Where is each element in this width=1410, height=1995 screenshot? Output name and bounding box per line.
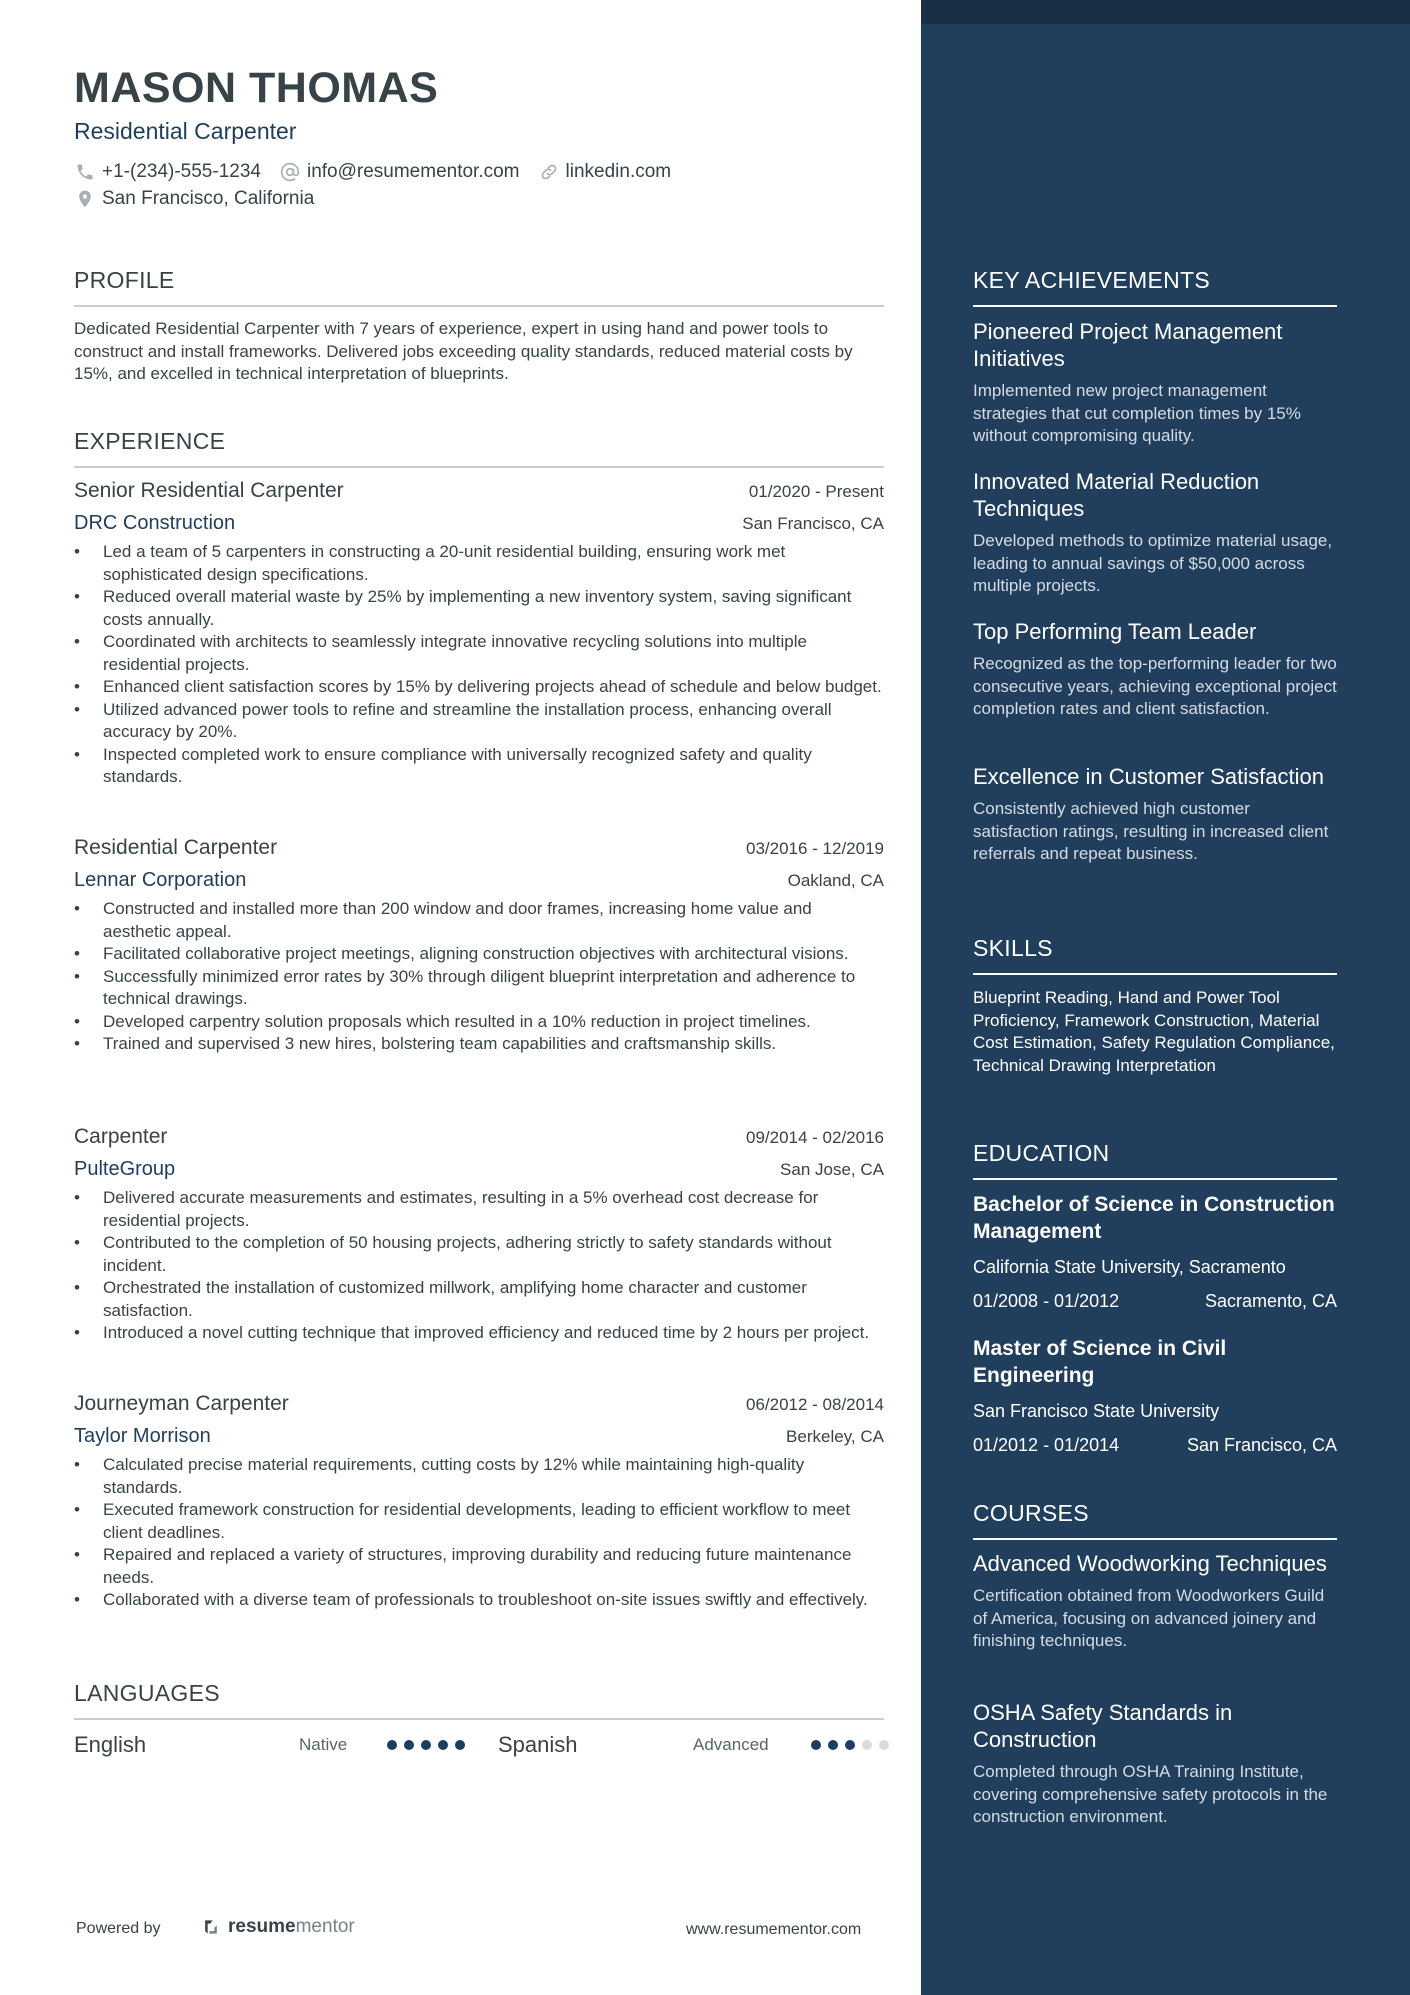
education-school: California State University, Sacramento <box>973 1257 1286 1277</box>
footer-url[interactable]: www.resumementor.com <box>686 1921 862 1938</box>
proficiency-dot-filled <box>404 1740 414 1750</box>
education-school: San Francisco State University <box>973 1401 1220 1421</box>
achievement-title: Top Performing Team Leader <box>973 619 1257 644</box>
education-heading: EDUCATION <box>973 1140 1110 1166</box>
achievement-title: Innovated Material Reduction Techniques <box>973 469 1260 521</box>
job-entry <box>74 1392 884 1612</box>
candidate-name: MASON THOMAS <box>74 64 439 112</box>
profile-divider <box>74 305 884 307</box>
job-company: Lennar Corporation <box>74 869 247 891</box>
proficiency-dot-filled <box>387 1740 397 1750</box>
education-school-line <box>973 1257 1337 1278</box>
courses-heading: COURSES <box>973 1500 1089 1526</box>
job-title: Senior Residential Carpenter <box>74 479 344 502</box>
footer-powered-by: Powered by <box>76 1920 161 1937</box>
education-divider <box>973 1178 1337 1180</box>
achievement-title: Pioneered Project Management Initiatives <box>973 319 1283 371</box>
education-dates: 01/2008 - 01/2012 <box>973 1291 1120 1311</box>
education-degree: Master of Science in Civil Engineering <box>973 1337 1227 1387</box>
phone-icon <box>74 161 96 183</box>
job-bullet: • Developed carpentry solution proposals which resulted in a 10% reduction in project timelines. <box>74 1011 884 1034</box>
linkedin-contact[interactable] <box>538 161 672 183</box>
job-bullet: • Delivered accurate measurements and estimates, resulting in a 5% overhead cost decrease for residential projects. <box>74 1187 884 1232</box>
profile-heading: PROFILE <box>74 267 175 293</box>
job-title: Journeyman Carpenter <box>74 1392 289 1415</box>
at-icon <box>279 161 301 183</box>
job-company: DRC Construction <box>74 512 236 534</box>
skills-heading: SKILLS <box>973 935 1053 961</box>
achievement-title: Excellence in Customer Satisfaction <box>973 764 1324 789</box>
language-name: English <box>74 1732 147 1757</box>
language-proficiency-dots <box>811 1740 896 1750</box>
location-contact <box>74 188 314 210</box>
language-name: Spanish <box>498 1732 578 1757</box>
education-degree: Bachelor of Science in Construction Management <box>973 1193 1335 1243</box>
job-bullet: • Utilized advanced power tools to refine and streamline the installation process, enhancing overall accuracy by 20%. <box>74 699 884 744</box>
job-bullet: • Introduced a novel cutting technique that improved efficiency and reduced time by 2 hours per project. <box>74 1322 884 1345</box>
education-item <box>973 1335 1337 1456</box>
job-bullet: • Enhanced client satisfaction scores by 15% by delivering projects ahead of schedule and below budget. <box>74 676 884 699</box>
email-text[interactable]: info@resumementor.com <box>306 161 520 182</box>
job-bullet: • Orchestrated the installation of customized millwork, amplifying home character and customer satisfaction. <box>74 1277 884 1322</box>
email-contact[interactable] <box>279 161 520 183</box>
location-row <box>74 188 332 210</box>
experience-divider <box>74 466 884 468</box>
achievements-divider <box>973 305 1337 307</box>
skills-divider <box>973 973 1337 975</box>
skills-list <box>973 979 1337 1077</box>
course-text: Certification obtained from Woodworkers Guild of America, focusing on advanced joinery and finishing techniques. <box>973 1586 1325 1650</box>
job-company: Taylor Morrison <box>74 1425 211 1447</box>
job-dates: 09/2014 - 02/2016 <box>745 1128 884 1147</box>
job-bullet: • Collaborated with a diverse team of professionals to troubleshoot on-site issues swiftly and effectively. <box>74 1589 884 1612</box>
job-bullet: • Coordinated with architects to seamlessly integrate innovative recycling solutions into multiple residential projects. <box>74 631 884 676</box>
achievement-item <box>973 318 1337 448</box>
link-icon <box>538 161 560 183</box>
achievements-heading: KEY ACHIEVEMENTS <box>973 267 1211 293</box>
language-level: Advanced <box>693 1735 769 1754</box>
candidate-role: Residential Carpenter <box>74 118 297 144</box>
logo-text-bold: resume <box>228 1916 296 1937</box>
language-proficiency-dots <box>387 1740 472 1750</box>
proficiency-dot-filled <box>845 1740 855 1750</box>
achievement-text: Consistently achieved high customer satisfaction ratings, resulting in increased client referrals and repeat business. <box>973 799 1329 863</box>
course-item <box>973 1550 1337 1653</box>
course-title: OSHA Safety Standards in Construction <box>973 1700 1233 1752</box>
education-school-line <box>973 1401 1337 1422</box>
logo-text-light: mentor <box>295 1916 355 1937</box>
education-dates: 01/2012 - 01/2014 <box>973 1435 1120 1455</box>
job-location: Berkeley, CA <box>786 1427 884 1446</box>
language-level: Native <box>299 1735 348 1754</box>
languages-row <box>74 1730 884 1760</box>
job-location: San Francisco, CA <box>742 514 884 533</box>
proficiency-dot-empty <box>862 1740 872 1750</box>
job-bullet: • Successfully minimized error rates by 30% through diligent blueprint interpretation and adherence to technical drawings. <box>74 966 884 1011</box>
job-company: PulteGroup <box>74 1158 176 1180</box>
job-location: Oakland, CA <box>787 871 884 890</box>
education-item <box>973 1191 1337 1312</box>
contact-row <box>74 161 689 183</box>
job-bullet: • Facilitated collaborative project meetings, aligning construction objectives with architectural visions. <box>74 943 884 966</box>
proficiency-dot-empty <box>879 1740 889 1750</box>
education-meta-line <box>973 1291 1337 1312</box>
job-bullet: • Trained and supervised 3 new hires, bolstering team capabilities and craftsmanship skills. <box>74 1033 884 1056</box>
job-bullet: • Led a team of 5 carpenters in constructing a 20-unit residential building, ensuring work met sophisticated design specifications. <box>74 541 884 586</box>
job-bullet: • Constructed and installed more than 200 window and door frames, increasing home value and aesthetic appeal. <box>74 898 884 943</box>
job-bullet: • Repaired and replaced a variety of structures, improving durability and reducing future maintenance needs. <box>74 1544 884 1589</box>
job-title: Residential Carpenter <box>74 836 278 859</box>
job-dates: 03/2016 - 12/2019 <box>745 839 884 858</box>
job-bullets <box>74 1187 884 1345</box>
profile-summary: Dedicated Residential Carpenter with 7 years of experience, expert in using hand and power tools to construct and install frameworks. Delivered jobs exceeding quality standards, reduced material costs by 15%, and excelled in technical interpretation of blueprints. <box>74 319 853 383</box>
phone-contact <box>74 161 261 183</box>
location-text: San Francisco, California <box>102 188 315 209</box>
location-pin-icon <box>74 188 96 210</box>
course-item <box>973 1699 1337 1829</box>
linkedin-text[interactable]: linkedin.com <box>565 161 672 182</box>
experience-heading: EXPERIENCE <box>74 428 226 454</box>
job-bullets <box>74 541 884 789</box>
job-dates: 01/2020 - Present <box>748 482 884 501</box>
achievement-item <box>973 763 1337 866</box>
education-location: Sacramento, CA <box>1204 1291 1337 1311</box>
proficiency-dot-filled <box>421 1740 431 1750</box>
job-title: Carpenter <box>74 1125 168 1148</box>
skills-text: Blueprint Reading, Hand and Power Tool Proficiency, Framework Construction, Material Cost Estimation, Safety Regulation Compliance, Technical Drawing Interpretation <box>973 988 1335 1075</box>
achievement-text: Implemented new project management strategies that cut completion times by 15% without compromising quality. <box>973 381 1301 445</box>
course-title: Advanced Woodworking Techniques <box>973 1551 1327 1576</box>
job-entry <box>74 1125 884 1345</box>
languages-divider <box>74 1718 884 1720</box>
job-dates: 06/2012 - 08/2014 <box>745 1395 884 1414</box>
resumementor-logo-icon <box>200 1916 222 1938</box>
education-meta-line <box>973 1435 1337 1456</box>
languages-heading: LANGUAGES <box>74 1680 220 1706</box>
job-bullet: • Contributed to the completion of 50 housing projects, adhering strictly to safety standards without incident. <box>74 1232 884 1277</box>
job-entry <box>74 479 884 789</box>
course-text: Completed through OSHA Training Institute, covering comprehensive safety protocols in the construction environment. <box>973 1762 1328 1826</box>
proficiency-dot-filled <box>828 1740 838 1750</box>
achievement-item <box>973 618 1337 721</box>
job-bullet: • Calculated precise material requirements, cutting costs by 12% while maintaining high-quality standards. <box>74 1454 884 1499</box>
job-bullet: • Executed framework construction for residential developments, leading to efficient workflow to meet client deadlines. <box>74 1499 884 1544</box>
proficiency-dot-filled <box>811 1740 821 1750</box>
achievement-item <box>973 468 1337 598</box>
resumementor-logo[interactable] <box>200 1916 355 1938</box>
courses-divider <box>973 1538 1337 1540</box>
education-location: San Francisco, CA <box>1186 1435 1337 1455</box>
achievement-text: Developed methods to optimize material usage, leading to annual savings of $50,000 across multiple projects. <box>973 531 1333 595</box>
proficiency-dot-filled <box>438 1740 448 1750</box>
job-bullet: • Inspected completed work to ensure compliance with universally recognized safety and quality standards. <box>74 744 884 789</box>
job-bullets <box>74 898 884 1056</box>
proficiency-dot-filled <box>455 1740 465 1750</box>
phone-text: +1-(234)-555-1234 <box>102 161 261 182</box>
achievement-text: Recognized as the top-performing leader for two consecutive years, achieving exceptional project completion rates and client satisfaction. <box>973 654 1337 718</box>
job-bullets <box>74 1454 884 1612</box>
job-bullet: • Reduced overall material waste by 25% by implementing a new inventory system, saving significant costs annually. <box>74 586 884 631</box>
sidebar-top-bar <box>921 0 1410 24</box>
job-entry <box>74 836 884 1056</box>
sidebar <box>921 0 1410 1995</box>
job-location: San Jose, CA <box>780 1160 884 1179</box>
